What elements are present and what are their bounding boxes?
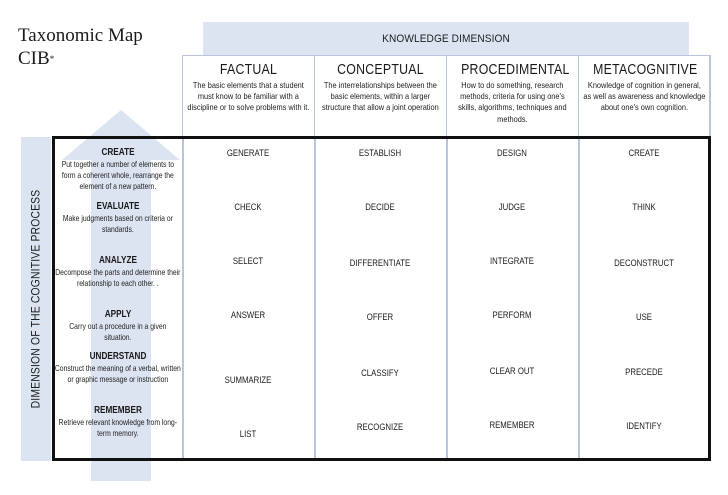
verb-cell: IDENTIFY [626, 421, 662, 432]
verb-cell: CHECK [234, 202, 262, 213]
verb-cell: LIST [239, 429, 257, 440]
column-header-conceptual [314, 55, 446, 136]
page-title [18, 24, 178, 70]
title-cib: CIB [18, 48, 50, 69]
verb-cell: PRECEDE [625, 367, 663, 378]
level-description: Make judgments based on criteria or standards. [62, 213, 174, 234]
level-understand [55, 351, 181, 385]
column-description: The interrelationships between the basic elements, within a larger structure that allow a joint operation [322, 80, 439, 113]
verb-cell: DIFFERENTIATE [349, 258, 411, 269]
column-title: METACOGNITIVE [593, 62, 698, 78]
level-description: Carry out a procedure in a given situation. [69, 321, 167, 342]
column-description: Knowledge of cognition in general, as well as awareness and knowledge about one's own cognition. [583, 80, 706, 113]
verb-cell: RECOGNIZE [356, 422, 404, 433]
level-name: APPLY [104, 309, 132, 320]
verb-cell: SUMMARIZE [224, 375, 272, 386]
verb-cell: INTEGRATE [489, 256, 534, 267]
title-line-2 [18, 47, 178, 70]
level-name: EVALUATE [96, 201, 140, 212]
column-title: PROCEDIMENTAL [461, 62, 570, 78]
column-description: The basic elements that a student must know to be familiar with a discipline or to solve problems with it. [187, 80, 310, 113]
column-description: How to do something, research methods, criteria for using one's skills, algorithms, techniques and methods. [458, 80, 567, 124]
level-name: UNDERSTAND [89, 351, 147, 362]
verb-cell: OFFER [366, 312, 394, 323]
verb-cell: ANSWER [230, 310, 266, 321]
level-analyze [55, 255, 181, 289]
verb-cell: DECIDE [365, 202, 395, 213]
verb-cell: USE [635, 312, 653, 323]
verb-cell: PERFORM [492, 310, 532, 321]
level-apply [55, 309, 181, 343]
level-remember [55, 405, 181, 439]
verb-cell: DESIGN [497, 148, 527, 159]
column-header-right-border [709, 55, 711, 137]
verb-cell: SELECT [232, 256, 264, 267]
verb-cell: DECONSTRUCT [614, 258, 674, 269]
verb-cell: CLEAR OUT [489, 366, 535, 377]
column-title: FACTUAL [219, 62, 278, 78]
level-name: CREATE [101, 147, 135, 158]
verb-cell: CREATE [628, 148, 660, 159]
level-create [55, 147, 181, 192]
column-header-metacognitive [578, 55, 710, 136]
level-name: REMEMBER [94, 405, 142, 416]
title-line-1: Taxonomic Map [18, 25, 143, 46]
level-description: Decompose the parts and determine their relationship to each other. . [55, 267, 181, 288]
title-asterisk: * [49, 54, 55, 64]
column-title: CONCEPTUAL [337, 62, 424, 78]
verb-cell: ESTABLISH [358, 148, 402, 159]
level-description: Put together a number of elements to form a coherent whole, rearrange the element of a new pattern. [61, 159, 175, 191]
level-description: Retrieve relevant knowledge from long-term memory. [58, 417, 178, 438]
knowledge-dimension-header: KNOWLEDGE DIMENSION [203, 22, 689, 55]
verb-cell: REMEMBER [489, 420, 535, 431]
column-header-factual [182, 55, 314, 136]
cognitive-dimension-label [21, 137, 51, 461]
verb-cell: CLASSIFY [361, 368, 399, 379]
level-evaluate [55, 201, 181, 235]
verb-cell: GENERATE [226, 148, 270, 159]
cognitive-dimension-text: DIMENSION OF THE COGNITIVE PROCESS [30, 189, 43, 409]
level-description: Construct the meaning of a verbal, written or graphic message or instruction [55, 363, 181, 384]
column-header-procedimental [446, 55, 578, 136]
verb-cell: JUDGE [498, 202, 526, 213]
level-name: ANALYZE [99, 255, 137, 266]
verb-cell: THINK [632, 202, 656, 213]
